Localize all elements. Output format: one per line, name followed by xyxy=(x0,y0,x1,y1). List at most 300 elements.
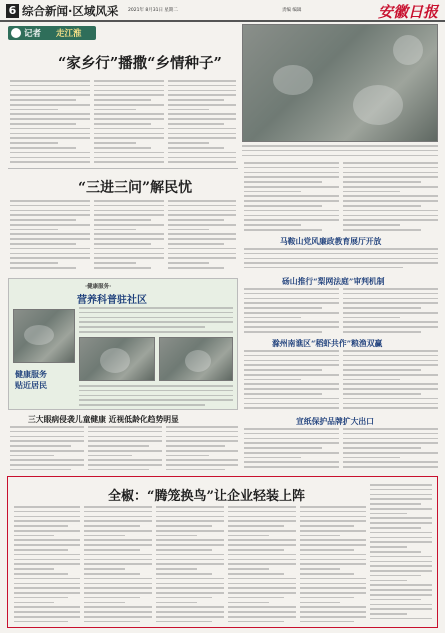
text-line xyxy=(94,214,164,216)
body-dangshan-col1 xyxy=(244,288,339,334)
text-line xyxy=(370,608,432,610)
text-line xyxy=(168,253,236,255)
body-sanjin-col2 xyxy=(94,200,164,272)
body-right-col2 xyxy=(343,162,438,232)
text-line xyxy=(244,248,438,250)
text-line xyxy=(244,433,339,435)
text-line xyxy=(94,142,136,144)
text-line xyxy=(343,181,421,183)
text-line xyxy=(244,364,339,366)
text-line xyxy=(88,455,132,457)
text-line xyxy=(14,511,80,513)
text-line xyxy=(10,455,54,457)
text-line xyxy=(244,369,322,371)
text-line xyxy=(14,549,68,551)
text-line xyxy=(300,506,366,508)
text-line xyxy=(244,350,339,352)
text-line xyxy=(156,592,224,594)
text-line xyxy=(10,426,84,428)
text-line xyxy=(14,525,68,527)
text-line xyxy=(10,152,90,154)
text-line xyxy=(168,133,236,135)
text-line xyxy=(156,611,224,613)
text-line xyxy=(10,224,90,226)
text-line xyxy=(14,583,80,585)
text-line xyxy=(244,253,438,255)
text-line xyxy=(244,186,339,188)
text-line xyxy=(84,573,140,575)
text-line xyxy=(343,162,438,164)
text-line xyxy=(300,539,366,541)
text-line xyxy=(79,331,233,333)
text-line xyxy=(244,331,322,333)
text-line xyxy=(166,464,238,466)
text-line xyxy=(343,219,438,221)
text-line xyxy=(343,200,438,202)
text-line xyxy=(156,563,224,565)
text-line xyxy=(10,219,76,221)
text-line xyxy=(242,155,438,157)
text-line xyxy=(228,616,296,618)
text-line xyxy=(168,113,236,115)
text-line xyxy=(166,426,238,428)
body-children-col1 xyxy=(10,426,84,470)
text-line xyxy=(300,530,366,532)
text-line xyxy=(244,321,339,323)
text-line xyxy=(300,559,366,561)
text-line xyxy=(244,267,403,268)
text-line xyxy=(94,113,164,115)
text-line xyxy=(84,535,125,537)
text-line xyxy=(244,205,322,207)
text-line xyxy=(168,94,236,96)
text-line xyxy=(14,530,80,532)
text-line xyxy=(300,511,366,513)
text-line xyxy=(84,530,152,532)
text-line xyxy=(300,597,354,599)
text-line xyxy=(79,385,233,387)
text-line xyxy=(300,535,340,537)
text-line xyxy=(14,606,80,608)
body-bottom-col4 xyxy=(228,506,296,622)
text-line xyxy=(168,200,236,202)
text-line xyxy=(10,85,90,87)
community-feature xyxy=(8,278,238,410)
text-line xyxy=(156,506,224,508)
text-line xyxy=(14,573,68,575)
text-line xyxy=(156,587,224,589)
text-line xyxy=(300,563,366,565)
text-line xyxy=(343,466,438,468)
text-line xyxy=(156,606,224,608)
text-line xyxy=(300,583,366,585)
body-xuancheng-col1 xyxy=(244,428,339,468)
text-line xyxy=(14,535,54,537)
text-line xyxy=(88,469,149,470)
text-line xyxy=(156,549,212,551)
text-line xyxy=(370,537,432,539)
text-line xyxy=(370,570,432,572)
headline-dangshan: 砀山推行“梨网法庭”审判机制 xyxy=(282,277,385,286)
text-line xyxy=(168,147,224,149)
text-line xyxy=(79,399,233,401)
text-line xyxy=(10,440,84,442)
text-line xyxy=(370,498,432,500)
text-line xyxy=(370,561,432,563)
text-line xyxy=(94,200,164,202)
text-line xyxy=(10,90,90,92)
text-line xyxy=(10,205,90,207)
text-line xyxy=(300,554,366,556)
text-line xyxy=(343,167,438,169)
text-line xyxy=(244,195,339,197)
text-line xyxy=(370,541,432,543)
text-line xyxy=(94,161,164,163)
text-line xyxy=(228,563,296,565)
text-line xyxy=(168,233,236,235)
text-line xyxy=(14,592,80,594)
text-line xyxy=(84,621,140,622)
text-line xyxy=(10,459,84,461)
text-line xyxy=(370,503,421,505)
text-line xyxy=(168,99,224,101)
body-children-col2 xyxy=(88,426,162,470)
body-xiangyou-col1 xyxy=(10,80,90,166)
text-line xyxy=(370,546,407,548)
text-line xyxy=(228,602,269,604)
text-line xyxy=(300,606,366,608)
text-line xyxy=(10,94,90,96)
text-line xyxy=(168,161,236,163)
caption-top-right xyxy=(242,145,438,157)
text-line xyxy=(94,257,164,259)
text-line xyxy=(168,238,236,240)
text-line xyxy=(242,150,438,152)
text-line xyxy=(14,597,68,599)
text-line xyxy=(370,517,432,519)
text-line xyxy=(10,445,71,447)
text-line xyxy=(79,390,233,392)
headline-xuancheng: 宣纸保护品牌扩大出口 xyxy=(296,417,374,426)
text-line xyxy=(79,395,233,397)
text-line xyxy=(168,248,236,250)
text-line xyxy=(244,298,339,300)
body-maanshan xyxy=(244,248,438,268)
text-line xyxy=(14,559,80,561)
text-line xyxy=(156,539,224,541)
paper-name: 安徽日报 xyxy=(378,3,439,21)
reporter-place: 走江淮 xyxy=(56,29,82,39)
text-line xyxy=(156,530,224,532)
text-line xyxy=(94,157,164,159)
text-line xyxy=(156,616,224,618)
text-line xyxy=(10,133,90,135)
text-line xyxy=(84,616,152,618)
text-line xyxy=(84,549,140,551)
text-line xyxy=(94,262,136,264)
text-line xyxy=(88,459,162,461)
text-line xyxy=(84,520,152,522)
community-intro xyxy=(79,307,233,333)
text-line xyxy=(10,267,76,269)
text-line xyxy=(156,597,212,599)
text-line xyxy=(10,431,84,433)
text-line xyxy=(156,568,197,570)
text-line xyxy=(244,229,322,231)
text-line xyxy=(94,94,164,96)
text-line xyxy=(94,267,151,269)
text-line xyxy=(370,604,432,606)
text-line xyxy=(84,611,152,613)
text-line xyxy=(244,288,339,290)
text-line xyxy=(244,302,339,304)
text-line xyxy=(10,229,58,231)
text-line xyxy=(370,580,407,582)
text-line xyxy=(343,307,421,309)
text-line xyxy=(343,331,421,333)
text-line xyxy=(168,123,224,125)
text-line xyxy=(10,243,76,245)
text-line xyxy=(244,176,339,178)
text-line xyxy=(343,364,438,366)
text-line xyxy=(14,587,80,589)
text-line xyxy=(244,167,339,169)
text-line xyxy=(300,573,354,575)
text-line xyxy=(94,205,164,207)
text-line xyxy=(84,525,140,527)
text-line xyxy=(84,597,140,599)
community-photo-2 xyxy=(79,337,155,381)
page-number-badge: 6 xyxy=(6,4,19,18)
text-line xyxy=(84,511,152,513)
headline-sanjinsanjian: “三进三问”解民忧 xyxy=(78,180,193,196)
text-line xyxy=(300,611,366,613)
text-line xyxy=(14,602,54,604)
text-line xyxy=(343,205,421,207)
text-line xyxy=(228,592,296,594)
text-line xyxy=(88,464,162,466)
text-line xyxy=(10,257,90,259)
text-line xyxy=(343,433,438,435)
text-line xyxy=(228,554,296,556)
text-line xyxy=(10,253,90,255)
text-line xyxy=(94,147,151,149)
text-line xyxy=(79,317,233,319)
text-line xyxy=(156,516,224,518)
text-line xyxy=(370,594,432,596)
text-line xyxy=(244,219,339,221)
text-line xyxy=(228,611,296,613)
text-line xyxy=(343,186,438,188)
text-line xyxy=(84,554,152,556)
text-line xyxy=(84,506,152,508)
text-line xyxy=(10,161,90,163)
text-line xyxy=(84,592,152,594)
text-line xyxy=(79,312,233,314)
body-sanjin-col1 xyxy=(10,200,90,272)
text-line xyxy=(166,440,238,442)
text-line xyxy=(84,606,152,608)
text-line xyxy=(244,326,339,328)
text-line xyxy=(343,452,438,454)
text-line xyxy=(370,513,407,515)
text-line xyxy=(343,195,438,197)
text-line xyxy=(244,181,322,183)
text-line xyxy=(10,157,90,159)
text-line xyxy=(166,431,238,433)
text-line xyxy=(79,321,233,323)
text-line xyxy=(228,506,296,508)
text-line xyxy=(10,262,58,264)
reporter-mic-icon xyxy=(11,28,21,38)
text-line xyxy=(228,583,296,585)
text-line xyxy=(300,516,366,518)
text-line xyxy=(14,539,80,541)
text-line xyxy=(228,520,296,522)
text-line xyxy=(166,445,225,447)
text-line xyxy=(300,602,340,604)
text-line xyxy=(14,621,68,622)
text-line xyxy=(343,191,400,193)
text-line xyxy=(14,563,80,565)
text-line xyxy=(300,520,366,522)
text-line xyxy=(228,597,284,599)
text-line xyxy=(84,563,152,565)
text-line xyxy=(343,326,438,328)
text-line xyxy=(228,606,296,608)
text-line xyxy=(166,436,238,438)
text-line xyxy=(156,535,197,537)
text-line xyxy=(14,544,80,546)
text-line xyxy=(168,224,236,226)
text-line xyxy=(166,455,209,457)
text-line xyxy=(343,461,438,463)
text-line xyxy=(343,388,438,390)
text-line xyxy=(343,438,438,440)
community-sidebar-title-1: 健康服务 xyxy=(15,370,47,379)
text-line xyxy=(168,80,236,82)
text-line xyxy=(168,142,209,144)
text-line xyxy=(228,559,296,561)
text-line xyxy=(244,307,322,309)
text-line xyxy=(244,191,301,193)
community-captions xyxy=(79,385,233,407)
body-bottom-col1 xyxy=(14,506,80,622)
text-line xyxy=(94,118,164,120)
community-kicker: ·健康服务· xyxy=(85,284,112,290)
headline-chuzhou: 滁州南谯区“稻虾共作”粮渔双赢 xyxy=(272,339,383,348)
community-title: 营养科普驻社区 xyxy=(77,295,147,306)
community-photo-3 xyxy=(159,337,233,381)
text-line xyxy=(84,587,152,589)
text-line xyxy=(244,262,438,264)
text-line xyxy=(94,253,164,255)
text-line xyxy=(94,152,164,154)
text-line xyxy=(343,298,438,300)
text-line xyxy=(343,355,438,357)
text-line xyxy=(14,554,80,556)
text-line xyxy=(168,214,236,216)
body-bottom-col5 xyxy=(300,506,366,622)
text-line xyxy=(156,621,212,622)
text-line xyxy=(244,360,339,362)
text-line xyxy=(94,233,164,235)
text-line xyxy=(168,257,236,259)
text-line xyxy=(168,90,236,92)
text-line xyxy=(228,544,296,546)
text-line xyxy=(343,224,400,226)
body-bottom-col2 xyxy=(84,506,152,622)
text-line xyxy=(84,583,152,585)
text-line xyxy=(300,587,366,589)
text-line xyxy=(343,403,438,405)
text-line xyxy=(79,404,205,406)
headline-bottom: 全椒：“腾笼换鸟”让企业轻装上阵 xyxy=(108,489,305,504)
text-line xyxy=(168,118,236,120)
text-line xyxy=(343,457,400,459)
text-line xyxy=(94,133,164,135)
text-line xyxy=(370,613,407,615)
text-line xyxy=(343,360,438,362)
text-line xyxy=(244,293,339,295)
text-line xyxy=(10,200,90,202)
text-line xyxy=(84,578,152,580)
text-line xyxy=(88,431,162,433)
text-line xyxy=(10,113,90,115)
text-line xyxy=(244,317,301,319)
text-line xyxy=(84,568,125,570)
text-line xyxy=(168,229,209,231)
text-line xyxy=(300,616,366,618)
date-line: 2021年 8月31日 星期二 xyxy=(128,8,178,13)
text-line xyxy=(156,573,212,575)
text-line xyxy=(10,248,90,250)
text-line xyxy=(343,369,421,371)
body-chuzhou-col1 xyxy=(244,350,339,410)
text-line xyxy=(168,128,236,130)
text-line xyxy=(343,210,438,212)
divider xyxy=(8,168,238,169)
text-line xyxy=(10,436,84,438)
community-photo-1 xyxy=(13,309,75,363)
text-line xyxy=(94,85,164,87)
text-line xyxy=(94,128,164,130)
body-dangshan-col2 xyxy=(343,288,438,334)
text-line xyxy=(84,544,152,546)
text-line xyxy=(94,219,151,221)
text-line xyxy=(244,407,339,409)
text-line xyxy=(14,578,80,580)
text-line xyxy=(370,618,432,620)
text-line xyxy=(343,321,438,323)
text-line xyxy=(300,578,366,580)
text-line xyxy=(228,516,296,518)
text-line xyxy=(370,494,432,496)
text-line xyxy=(343,393,421,395)
body-sanjin-col3 xyxy=(168,200,236,272)
text-line xyxy=(168,109,209,111)
text-line xyxy=(300,621,354,622)
text-line xyxy=(343,288,438,290)
body-bottom-col3 xyxy=(156,506,224,622)
text-line xyxy=(244,457,301,459)
text-line xyxy=(244,224,301,226)
text-line xyxy=(10,123,76,125)
text-line xyxy=(228,539,296,541)
text-line xyxy=(244,312,339,314)
text-line xyxy=(166,450,238,452)
text-line xyxy=(79,326,205,328)
